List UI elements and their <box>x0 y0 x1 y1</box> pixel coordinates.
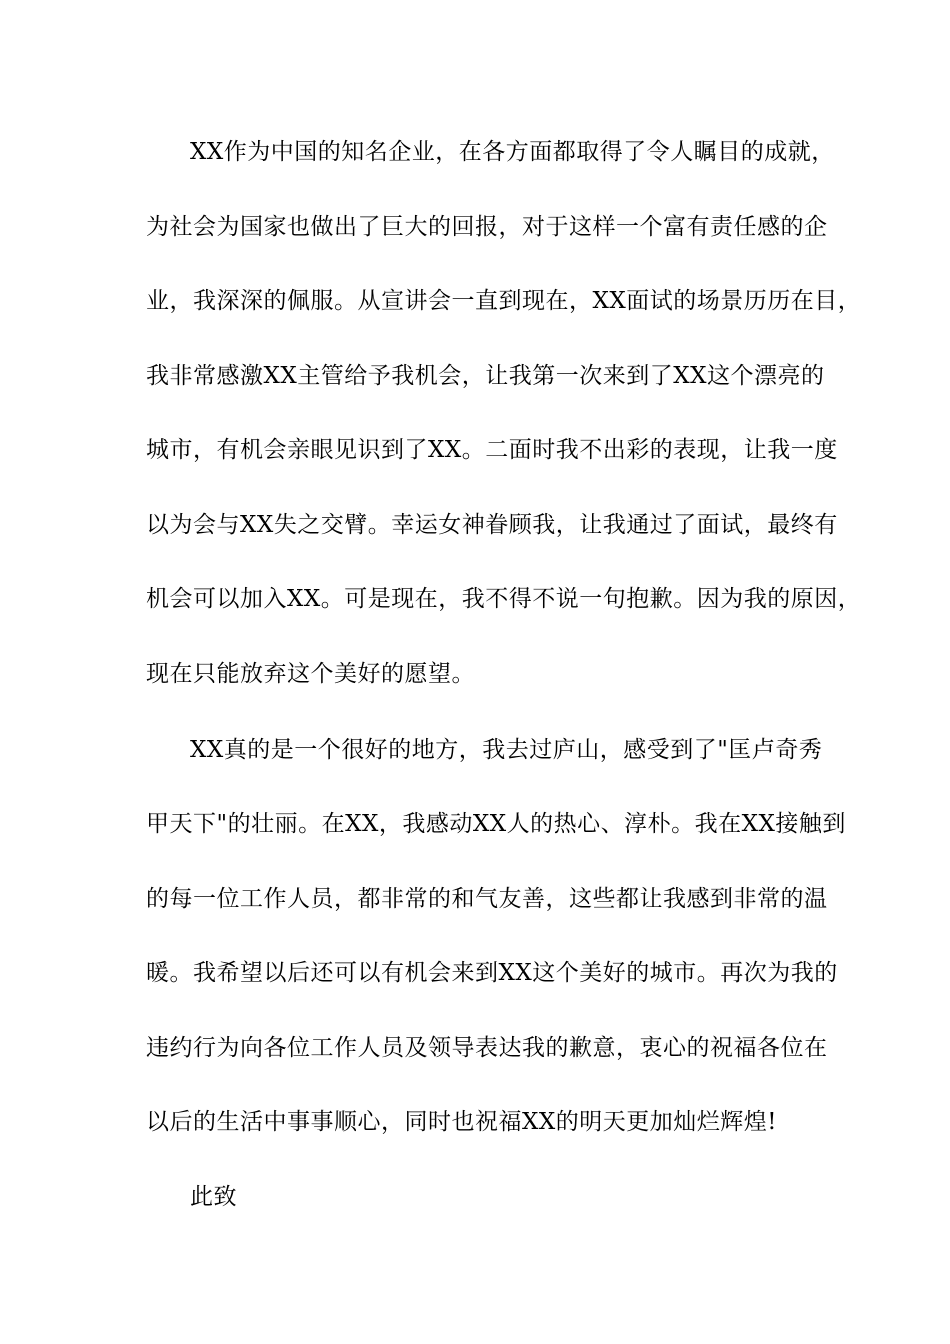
text-line: 城市，有机会亲眼见识到了XX。二面时我不出彩的表现，让我一度 <box>146 437 838 463</box>
text-line: 业，我深深的佩服。从宣讲会一直到现在，XX面试的场景历历在目， <box>146 288 862 314</box>
text-line: 现在只能放弃这个美好的愿望。 <box>146 661 475 687</box>
text-line: 暖。我希望以后还可以有机会来到XX这个美好的城市。再次为我的 <box>146 960 838 986</box>
text-line: 甲天下"的壮丽。在XX，我感动XX人的热心、淳朴。我在XX接触到 <box>146 811 846 837</box>
text-line: XX作为中国的知名企业，在各方面都取得了令人瞩目的成就， <box>190 139 835 165</box>
text-line: 以后的生活中事事顺心，同时也祝福XX的明天更加灿烂辉煌! <box>146 1109 777 1135</box>
text-line: 以为会与XX失之交臂。幸运女神眷顾我，让我通过了面试，最终有 <box>146 512 838 538</box>
text-line: XX真的是一个很好的地方，我去过庐山，感受到了"匡卢奇秀 <box>190 737 823 763</box>
text-line: 我非常感激XX主管给予我机会，让我第一次来到了XX这个漂亮的 <box>146 363 825 389</box>
text-line: 违约行为向各位工作人员及领导表达我的歉意，衷心的祝福各位在 <box>146 1035 828 1061</box>
text-line: 此致 <box>190 1184 237 1210</box>
text-line: 的每一位工作人员，都非常的和气友善，这些都让我感到非常的温 <box>146 886 828 912</box>
text-line: 为社会为国家也做出了巨大的回报，对于这样一个富有责任感的企 <box>146 214 828 240</box>
text-line: 机会可以加入XX。可是现在，我不得不说一句抱歉。因为我的原因， <box>146 586 862 612</box>
